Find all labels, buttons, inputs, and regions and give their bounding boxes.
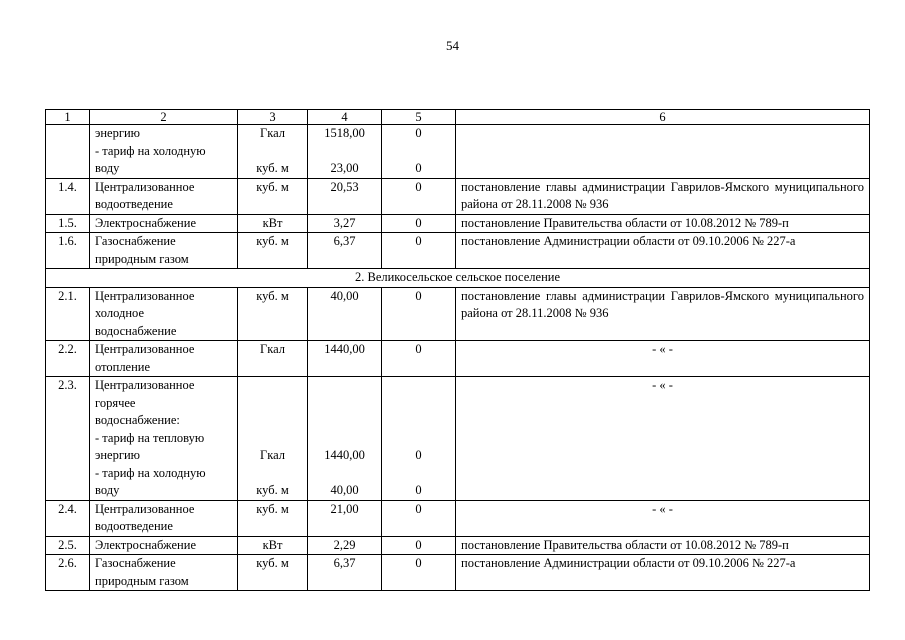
service-name: Централизованное отопление [90,341,238,377]
table-row [46,341,870,377]
row-number: 1.5. [46,214,90,233]
table-row [46,377,870,501]
header-cell: 6 [456,110,870,125]
legal-basis: - « - [456,500,870,536]
service-name: энергию - тариф на холодную воду [90,125,238,179]
row-number: 1.4. [46,178,90,214]
legal-basis: - « - [456,377,870,501]
column-5-value: 0 [382,536,456,555]
table-row [46,287,870,341]
tariff-table [45,109,870,591]
unit: куб. м [238,178,308,214]
tariff-value: 40,00 [308,287,382,341]
header-cell: 2 [90,110,238,125]
unit: куб. м [238,500,308,536]
tariff-value: 6,37 [308,555,382,591]
tariff-value: 2,29 [308,536,382,555]
column-5-value: 0 0 [382,377,456,501]
row-number: 2.3. [46,377,90,501]
unit: кВт [238,214,308,233]
tariff-value: 3,27 [308,214,382,233]
section-title: 2. Великосельское сельское поселение [46,269,870,288]
unit: Гкал куб. м [238,125,308,179]
service-name: Газоснабжение природным газом [90,555,238,591]
service-name: Централизованное горячее водоснабжение: - тариф на тепловую энергию - тариф на холодную воду [90,377,238,501]
tariff-value: 6,37 [308,233,382,269]
row-number: 2.5. [46,536,90,555]
unit: куб. м [238,287,308,341]
table-row [46,536,870,555]
section-row [46,269,870,288]
header-cell: 4 [308,110,382,125]
legal-basis: постановление Администрации области от 09.10.2006 № 227-а [456,233,870,269]
header-cell: 5 [382,110,456,125]
unit: куб. м [238,555,308,591]
column-5-value: 0 [382,233,456,269]
column-5-value: 0 [382,555,456,591]
column-5-value: 0 [382,214,456,233]
tariff-value: 1518,00 23,00 [308,125,382,179]
legal-basis [456,125,870,179]
legal-basis: постановление главы администрации Гаврилов-Ямского муниципального района от 28.11.2008 № 936 [456,287,870,341]
legal-basis: постановление Правительства области от 10.08.2012 № 789-п [456,536,870,555]
column-5-value: 0 [382,178,456,214]
legal-basis: постановление Администрации области от 09.10.2006 № 227-а [456,555,870,591]
service-name: Централизованное холодное водоснабжение [90,287,238,341]
tariff-value: 1440,00 [308,341,382,377]
row-number: 2.6. [46,555,90,591]
tariff-value: 20,53 [308,178,382,214]
service-name: Централизованное водоотведение [90,500,238,536]
table-row [46,178,870,214]
tariff-value: 1440,00 40,00 [308,377,382,501]
table-row [46,555,870,591]
unit: кВт [238,536,308,555]
service-name: Электроснабжение [90,214,238,233]
table-row [46,233,870,269]
row-number: 2.4. [46,500,90,536]
tariff-value: 21,00 [308,500,382,536]
table-header-row [46,110,870,125]
table-row [46,214,870,233]
legal-basis: постановление Правительства области от 10.08.2012 № 789-п [456,214,870,233]
table-row [46,125,870,179]
header-cell: 3 [238,110,308,125]
service-name: Электроснабжение [90,536,238,555]
column-5-value: 0 [382,287,456,341]
legal-basis: - « - [456,341,870,377]
table-row [46,500,870,536]
column-5-value: 0 [382,341,456,377]
row-number [46,125,90,179]
column-5-value: 0 0 [382,125,456,179]
row-number: 1.6. [46,233,90,269]
service-name: Централизованное водоотведение [90,178,238,214]
legal-basis: постановление главы администрации Гаврилов-Ямского муниципального района от 28.11.2008 № 936 [456,178,870,214]
page-number: 54 [446,38,459,53]
unit: Гкал [238,341,308,377]
row-number: 2.2. [46,341,90,377]
unit: Гкал куб. м [238,377,308,501]
service-name: Газоснабжение природным газом [90,233,238,269]
row-number: 2.1. [46,287,90,341]
column-5-value: 0 [382,500,456,536]
header-cell: 1 [46,110,90,125]
unit: куб. м [238,233,308,269]
